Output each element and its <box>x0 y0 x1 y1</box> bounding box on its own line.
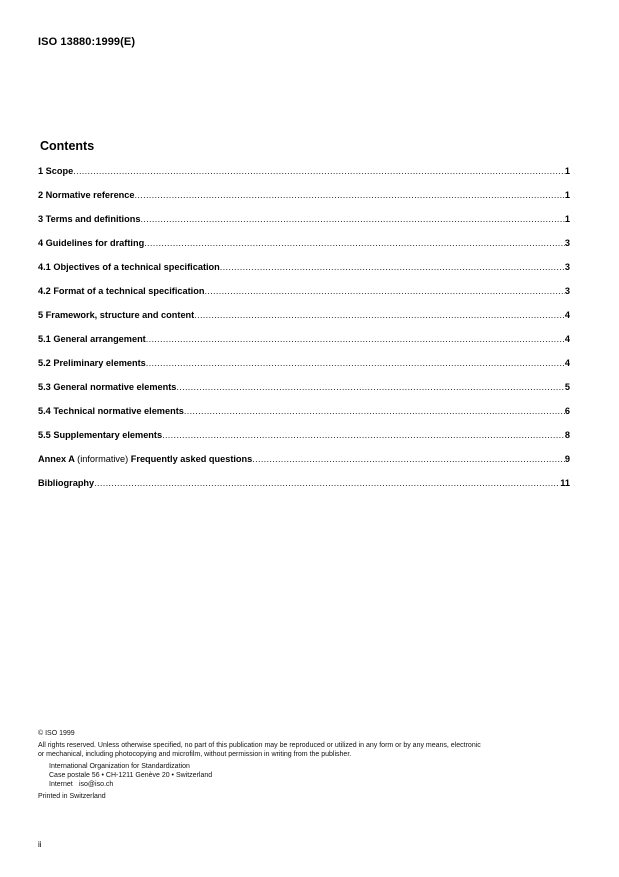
toc-entry-label: 1 Scope <box>38 166 74 176</box>
rights-line-1: All rights reserved. Unless otherwise specified, no part of this publication may be reproduced or utilized in any form or by any means, electronic <box>38 742 481 749</box>
dot-leader <box>140 214 564 224</box>
toc-entry-page: 1 <box>564 190 570 200</box>
toc-entry-label: 5 Framework, structure and content <box>38 310 195 320</box>
toc-entry-page: 1 <box>564 166 570 176</box>
dot-leader <box>194 310 565 320</box>
toc-entry-label: 5.5 Supplementary elements <box>38 430 163 440</box>
email-link[interactable]: iso@iso.ch <box>78 781 114 788</box>
toc-entry-bibliography[interactable] <box>38 478 570 502</box>
toc-entry-label: 5.2 Preliminary elements <box>38 358 146 368</box>
internet-contact <box>49 780 583 789</box>
toc-entry-guidelines-drafting[interactable] <box>38 238 570 262</box>
toc-entry-general-normative[interactable] <box>38 382 570 406</box>
toc-entry-page: 3 <box>564 286 570 296</box>
copyright-notice: © ISO 1999 <box>38 730 75 737</box>
dot-leader <box>204 286 564 296</box>
dot-leader <box>220 262 565 272</box>
dot-leader <box>144 238 565 248</box>
toc-entry-general-arrangement[interactable] <box>38 334 570 358</box>
dot-leader <box>176 382 564 392</box>
internet-label: Internet <box>49 781 73 788</box>
toc-entry-page: 5 <box>564 382 570 392</box>
toc-entry-label: Bibliography <box>38 478 95 488</box>
toc-entry-page: 8 <box>564 430 570 440</box>
toc-entry-framework[interactable] <box>38 310 570 334</box>
dot-leader <box>73 166 565 176</box>
toc-entry-page: 4 <box>564 334 570 344</box>
toc-entry-page: 4 <box>564 358 570 368</box>
table-of-contents <box>38 166 570 502</box>
toc-entry-page: 6 <box>564 406 570 416</box>
organization-name: International Organization for Standardization <box>49 763 190 770</box>
toc-entry-terms-definitions[interactable] <box>38 214 570 238</box>
toc-entry-normative-reference[interactable] <box>38 190 570 214</box>
dot-leader <box>146 334 565 344</box>
copyright-footer <box>38 729 583 801</box>
rights-line-2: or mechanical, including photocopying and microfilm, without permission in writing from the publisher. <box>38 751 352 758</box>
toc-entry-objectives[interactable] <box>38 262 570 286</box>
toc-entry-supplementary[interactable] <box>38 430 570 454</box>
annex-title: Frequently asked questions <box>130 454 253 464</box>
toc-entry-page: 4 <box>564 310 570 320</box>
dot-leader <box>146 358 565 368</box>
toc-entry-preliminary-elements[interactable] <box>38 358 570 382</box>
toc-entry-page: 9 <box>564 454 570 464</box>
toc-entry-page: 3 <box>564 262 570 272</box>
toc-entry-page: 11 <box>560 478 570 488</box>
toc-entry-label: 4 Guidelines for drafting <box>38 238 145 248</box>
document-id: ISO 13880:1999(E) <box>38 36 136 48</box>
toc-entry-label: 5.3 General normative elements <box>38 382 177 392</box>
toc-entry-label: 2 Normative reference <box>38 190 135 200</box>
toc-entry-label: 5.4 Technical normative elements <box>38 406 184 416</box>
toc-entry-format[interactable] <box>38 286 570 310</box>
toc-entry-scope[interactable] <box>38 166 570 190</box>
dot-leader <box>252 454 565 464</box>
publisher-address <box>38 762 583 789</box>
toc-entry-page: 3 <box>564 238 570 248</box>
annex-prefix: Annex A <box>38 454 78 464</box>
toc-entry-annex-a[interactable] <box>38 454 570 478</box>
toc-entry-label <box>38 454 252 464</box>
dot-leader <box>162 430 565 440</box>
dot-leader <box>135 190 565 200</box>
annex-note: (informative) <box>77 454 131 464</box>
postal-address: Case postale 56 • CH-1211 Genève 20 • Switzerland <box>49 772 213 779</box>
toc-entry-technical-normative[interactable] <box>38 406 570 430</box>
rights-statement <box>38 741 583 759</box>
toc-entry-label: 5.1 General arrangement <box>38 334 146 344</box>
printed-location: Printed in Switzerland <box>38 793 106 800</box>
contents-heading: Contents <box>40 139 95 153</box>
toc-entry-label: 3 Terms and definitions <box>38 214 141 224</box>
page-number: ii <box>38 840 42 849</box>
toc-entry-page: 1 <box>564 214 570 224</box>
toc-entry-label: 4.1 Objectives of a technical specification <box>38 262 220 272</box>
dot-leader <box>184 406 565 416</box>
toc-entry-label: 4.2 Format of a technical specification <box>38 286 205 296</box>
dot-leader <box>94 478 560 488</box>
